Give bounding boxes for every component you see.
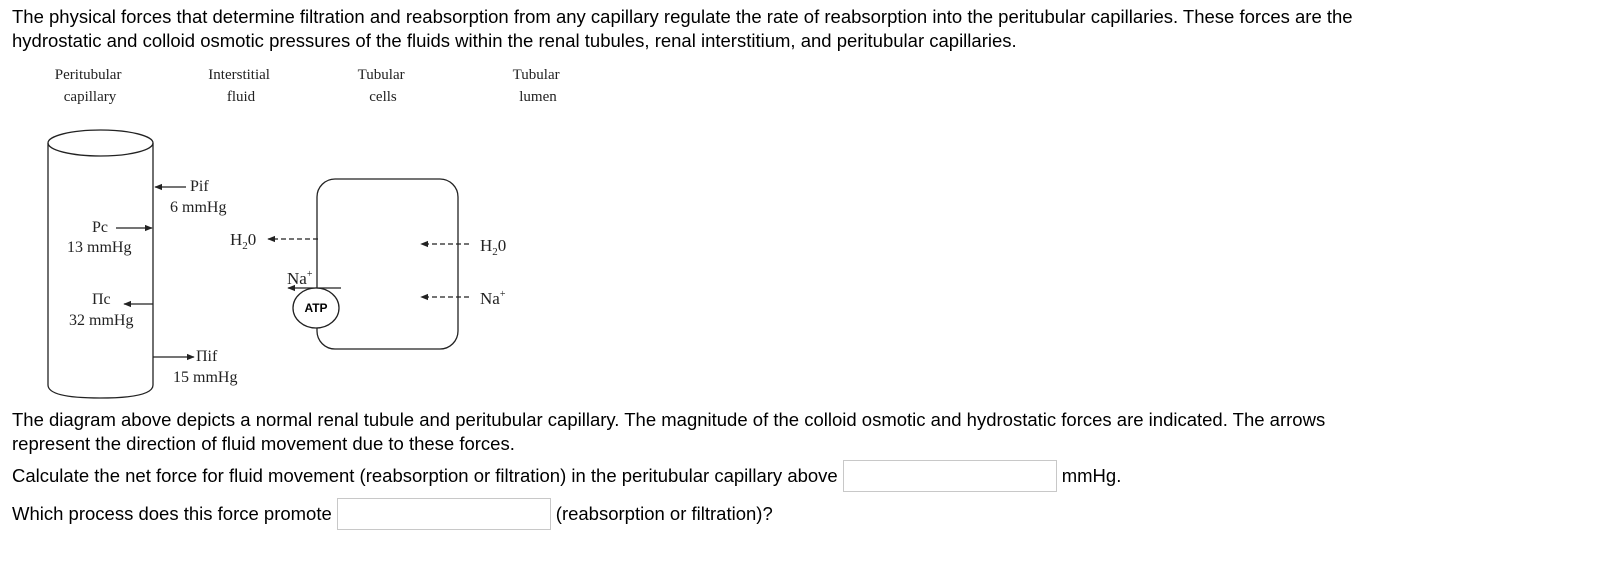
svg-text:Pc: Pc bbox=[92, 219, 108, 236]
water-efflux bbox=[230, 230, 318, 252]
header-interstitial-fluid: Interstitial fluid bbox=[208, 67, 270, 105]
intro-line-2: hydrostatic and colloid osmotic pressures of the fluids within the renal tubules, renal interstitium, and peritubular capillaries. bbox=[12, 30, 1017, 51]
question-process-prompt: Which process does this force promote bbox=[12, 503, 332, 524]
question-process bbox=[12, 498, 773, 530]
process-input[interactable] bbox=[337, 498, 551, 530]
svg-text:32 mmHg: 32 mmHg bbox=[69, 312, 134, 329]
svg-text:Na+: Na+ bbox=[287, 269, 313, 288]
svg-text:Πc: Πc bbox=[92, 291, 111, 308]
svg-text:15 mmHg: 15 mmHg bbox=[173, 369, 238, 386]
description-paragraph bbox=[12, 408, 1592, 456]
header-tubular-lumen: Tubular lumen bbox=[512, 67, 560, 105]
water-influx bbox=[421, 236, 506, 258]
tubular-cell bbox=[317, 179, 458, 349]
svg-text:H20: $H_20$ bbox=[480, 236, 507, 258]
svg-text:Pif: Pif bbox=[190, 178, 209, 195]
intro-paragraph bbox=[12, 5, 1592, 53]
pc-force bbox=[67, 219, 152, 256]
question-net-force-unit: mmHg. bbox=[1061, 465, 1122, 486]
capillary-cylinder bbox=[48, 130, 153, 398]
net-force-input[interactable] bbox=[843, 460, 1057, 492]
sodium-influx bbox=[421, 289, 506, 308]
svg-text:Πif: Πif bbox=[196, 348, 218, 365]
question-net-force-prompt: Calculate the net force for fluid movement (reabsorption or filtration) in the peritubular capillary above bbox=[12, 465, 838, 486]
intro-line-1: The physical forces that determine filtration and reabsorption from any capillary regulate the rate of reabsorption into the peritubular capillaries. These forces are the bbox=[12, 6, 1353, 27]
atp-label: ATP bbox=[304, 301, 328, 315]
piif-force bbox=[153, 348, 237, 386]
header-tubular-cells: Tubular cells bbox=[357, 67, 405, 105]
svg-text:13 mmHg: 13 mmHg bbox=[67, 239, 132, 256]
description-line-2: represent the direction of fluid movement due to these forces. bbox=[12, 433, 515, 454]
sodium-pump bbox=[287, 269, 341, 328]
question-process-suffix: (reabsorption or filtration)? bbox=[555, 503, 773, 524]
svg-text:Na+: Na+ bbox=[480, 289, 506, 308]
pic-force bbox=[69, 291, 153, 329]
pif-force bbox=[155, 178, 226, 216]
renal-tubule-diagram bbox=[0, 60, 620, 405]
svg-text:6 mmHg: 6 mmHg bbox=[170, 199, 227, 216]
svg-text:H20: $H_20$ bbox=[230, 230, 257, 252]
question-net-force bbox=[12, 460, 1121, 492]
description-line-1: The diagram above depicts a normal renal tubule and peritubular capillary. The magnitude of the colloid osmotic and hydrostatic forces are indicated. The arrows bbox=[12, 409, 1326, 430]
header-peritubular-capillary: Peritubular capillary bbox=[54, 67, 122, 105]
